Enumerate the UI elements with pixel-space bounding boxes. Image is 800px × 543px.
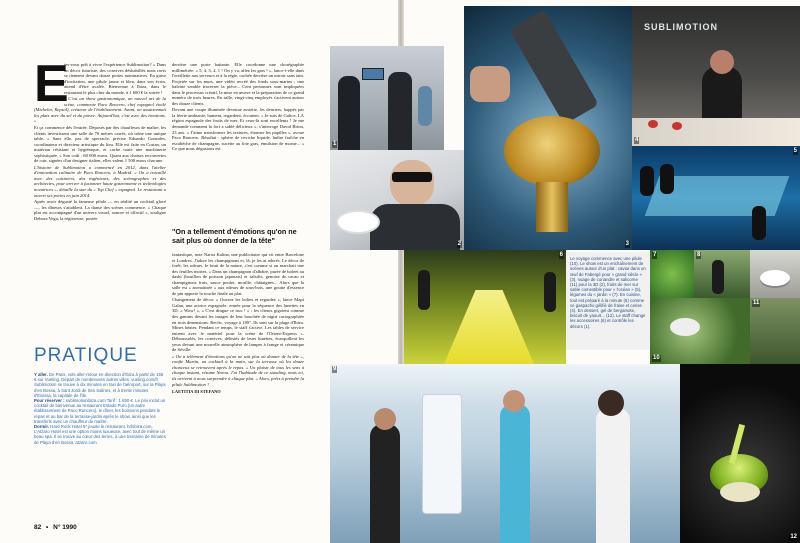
sublimotion-logo: SUBLIMOTION: [644, 22, 718, 32]
paragraph: L'histoire de Sublimotion a commencé en 2012, dans l'atelier d'innovation culinaire de Paco Roncero, à Madrid. « On a travaillé avec des cuisiniers, des ingénieurs, des scénographes et des architectes, pour arriver à fusionner haute gastronomie et technologies novatrices », détaille la star du « Top Chef » espagnol. Le restaurant a ouvert ses portes en juin 2014.: [34, 164, 166, 198]
author-signature: LAETITIA DI STEFANO: [172, 389, 221, 395]
photo-number: 1: [333, 141, 337, 147]
photo-number: 7: [653, 252, 657, 258]
photo-number: 2: [457, 241, 461, 247]
photo-faberge-egg: [464, 6, 632, 250]
pratique-text: Hard Rock Hotel 5* jouxte le restaurant. hrhibiza.com. L'Atzaro Hotel est une option moins luxueuse, avec tout de même un beau spa. Il se trouve au cœur des terres, à une trentaine de minutes de Playa d'en Bossa. atzaro.com: [34, 424, 166, 445]
pratique-item: [34, 382, 166, 398]
photo-staff-screens: [330, 46, 444, 150]
pratique-label: Dormir.: [34, 424, 50, 430]
drop-cap: E: [34, 55, 69, 113]
photo-welcome-pill: [330, 364, 680, 543]
page-footer: 82 • N° 1990: [34, 524, 77, 531]
photo-garden: [650, 250, 694, 298]
photo-plates: [650, 298, 750, 364]
photo-yellow-table: [404, 250, 566, 364]
photo-number: 11: [753, 300, 760, 306]
pratique-text: sublimotionibiza.com Tarif : 1 650 €. Le prix inclut un cocktail de bienvenue au restaurant Estado Puro (un autre établissement de Paco Roncero), le dîner, les boissons pendant le repas et au bar de la terrasse-jardin après le show, ainsi que les transferts avec un chauffeur de maître.: [34, 398, 166, 424]
pratique-item: [34, 372, 166, 382]
photo-3d-glasses: [330, 150, 464, 250]
photo-number: 8: [697, 252, 701, 258]
article-column-2: [172, 62, 304, 513]
pull-quote: "On a tellement d'émotions qu'on ne sait plus où donner de la tête": [172, 227, 297, 245]
photo-number: 3: [625, 241, 629, 247]
pratique-title: PRATIQUE: [34, 345, 138, 366]
pratique-label: Pour réserver :: [34, 398, 65, 404]
photo-number: 9: [333, 366, 337, 372]
photo-number: 4: [635, 137, 639, 143]
page-number: 82: [34, 524, 42, 531]
paragraph: Changement de décor. « Ouvrez les boîtes et regardez », lance Mapi Galan, une actrice espagnole, entrée pour la séquence des lunettes en 3D. « Wow! », « C'est dingue ce truc ! » : les clients gigotent comme des gamins devant les images de leur bouchée de nigiri cartographiée en trois dimensions. Reclic, voyage à 180°. Ils sont sur la plage d'Ibiza. Mines béates. Pendant ce temps, le staff s'active. Les tables de service entrent avec le matériel pour la scène de l'Orient-Express ». Déboussolés, les convives, délestés de leurs lunettes, écarquillent les yeux devant une nouvelle atmosphère de lampes à frange et céramique de Séville.: [172, 297, 304, 353]
paragraph: Devant une coupe illuminée devenue assiette, les derniers, happés par la féerie ambiante, hument, regardent, écoutent. « Je suis de Galice, LA région espagnole des fruits de mer. Et ceux-là sont excellents ! Je me demande comment la fort a sablé délicieux », s'interroge David Brion, 23 ans. « J'aime transformer les textures, étonner les papilles », avoue Paco Roncero. Résultat : sphère de ceviche liquide, huître fraîche en escabèche de champagne, sucette au foie gras, émulsion de morue... « Ce que nous dégustons est: [172, 107, 304, 152]
paragraph: Et ça commence dès l'entrée. Déposés par des chauffeurs de maître, les clients investissent une salle de 70 mètres carrés, où trône une unique table. « Sans elle, pas de spectacle, précise Eduardo Gonzales, coordinateur et directeur artistique du lieu. Elle est faite en Corian, un matériau résistant et hygiénique, et cache toute une machinerie sophistiquée. » Son coût : 60 000 euros. Quant aux chaises recouvertes de cuir, signées d'un designer italien, elles valent 1 500 euros chacune.: [34, 125, 166, 164]
photo-dessert: [680, 364, 800, 543]
pratique-item: [34, 398, 166, 424]
paragraph: tes-vous prêt à vivre l'expérience Sublimotion? » Dans un décor futuriste, des convives déshabillés mais ravis se tiennent devant douze portes nominatives. En guise d'invitation, une pilule jaune et bleu, dans son écrin, attend d'être avalée. Bienvenue à Ibiza, dans le restaurant le plus cher du monde, à 1 600 € la soirée !: [64, 62, 166, 95]
photo-table-greens: [750, 298, 800, 364]
photo-number: 12: [790, 534, 797, 540]
pratique-text: De Paris, vols aller-retour en direction d'Ibiza à partir de 155 € sur Vueling. Départ de nombreuses autres villes. vueling.com/fr: [34, 372, 164, 383]
photo-number: 10: [653, 355, 660, 361]
pratique-box: [34, 372, 166, 502]
photo-number: 6: [559, 252, 563, 258]
photo-green-room: [694, 250, 750, 298]
paragraph: « C'est un show gastronomique, un nouvel art de la scène, commente Paco Roncero, chef espagnol étoilé (Michelin, Repsol), créateur de l'établissement. Avant, on assaisonnait les plats avec du sel et du poivre. Aujourd'hui, c'est avec des émotions. »: [34, 96, 166, 124]
pratique-label: Y aller.: [34, 372, 48, 377]
photo-ocean-room: [632, 146, 800, 250]
photo-number: 5: [793, 148, 797, 154]
issue-number: N° 1990: [53, 524, 77, 531]
photo-caption: Le voyage commence avec une pilule (10). Le show est un enchaînement de scènes autour d'un plat : caviar dans un œuf de Fabergé pour « grand siècle » (3), nuage de coriandre et salicorne (11) pour la 3D (2), fruits de mer sur sable comestible pour « l'océan » (5), légumes du « jardin » (7). En cuisine, tout est préparé à la minute (6) comme ce gaspacho gélifié de fraise et cerise (4). En dessert, gel de bergamote, biscuit de yaourt... (12). Le staff change les accessoires (6) et contrôle les décors (1).: [566, 252, 650, 350]
paragraph: derrière une porte battante. Elle coordonne une chorégraphie millimétrée. « 5, 4, 3, 2, 1 ! On y va, allez les gars ! », lance-t-elle dans l'oreillette aux serveurs et à la régie, cachée derrière un miroir sans tain. Projetée sur les murs, une vidéo recréé des fonds sous-marins ; une baleine semble traverser la pièce... Cent personnes sont impliquées dans le processus créatif, la mise en œuvre et la préparation de ce grand numéro de trois heures. En salle, vingt-cinq employés s'activent autour des douze clients.: [172, 62, 304, 106]
paragraph: « On a tellement d'émotions qu'on ne sait plus où donner de la tête », confie Martin, un cocktail à la main, sur la terrasse où les douze chanceux se retrouvent après le repas. « Un plaisir de tous les sens à chaque instant, résume Naroa. J'ai l'habitude de ce standing, mais ici, ils arrivent à nous surprendre à chaque plat. » Alors, prêts à prendre la pilule Sublimotion ?: [172, 353, 304, 387]
photo-bowl: [750, 250, 800, 298]
pratique-item: [34, 424, 166, 445]
paragraph: fantastique, note Naroa Kalina, une publicitaire qui vit entre Barcelone et Londres. J'adore les champignons et, là, je les ai adorés. Le décor de forêt, les odeurs, le bruit de la nature, c'est comme si on marchait une des feuilles mortes. » Dans un champignon d'albâtre, purée de boleet au dashi (bouillon de poisson japonais) et salsifis, genoise de cacao et champignons frais, sauce poulet, morille, châtaignes... Alors que la salle est « aromatisée » aux odeurs de sous-bois, une goutte d'essence de pin apporte la touche finale au plat.: [172, 252, 304, 296]
photo-kitchen: [632, 6, 800, 146]
article-column-1: [34, 55, 166, 337]
paragraph: Après avoir dégusté la fameuse pilule — en réalité un cocktail glacé —, les dîneurs s'attablent. La danse des scènes commence. « Chaque plat est accompagné d'un univers visuel, sonore et olfactif », souligne Debora Vega, la régisseuse, postée: [34, 199, 166, 221]
pratique-text: Sublimotion se trouve à dix minutes en taxi de l'aéroport, sur la Playa d'en Bossa, à Sant Jordi de Ses Salines, et à trente minutes d'Eivissa, la capitale de l'île.: [34, 382, 166, 398]
